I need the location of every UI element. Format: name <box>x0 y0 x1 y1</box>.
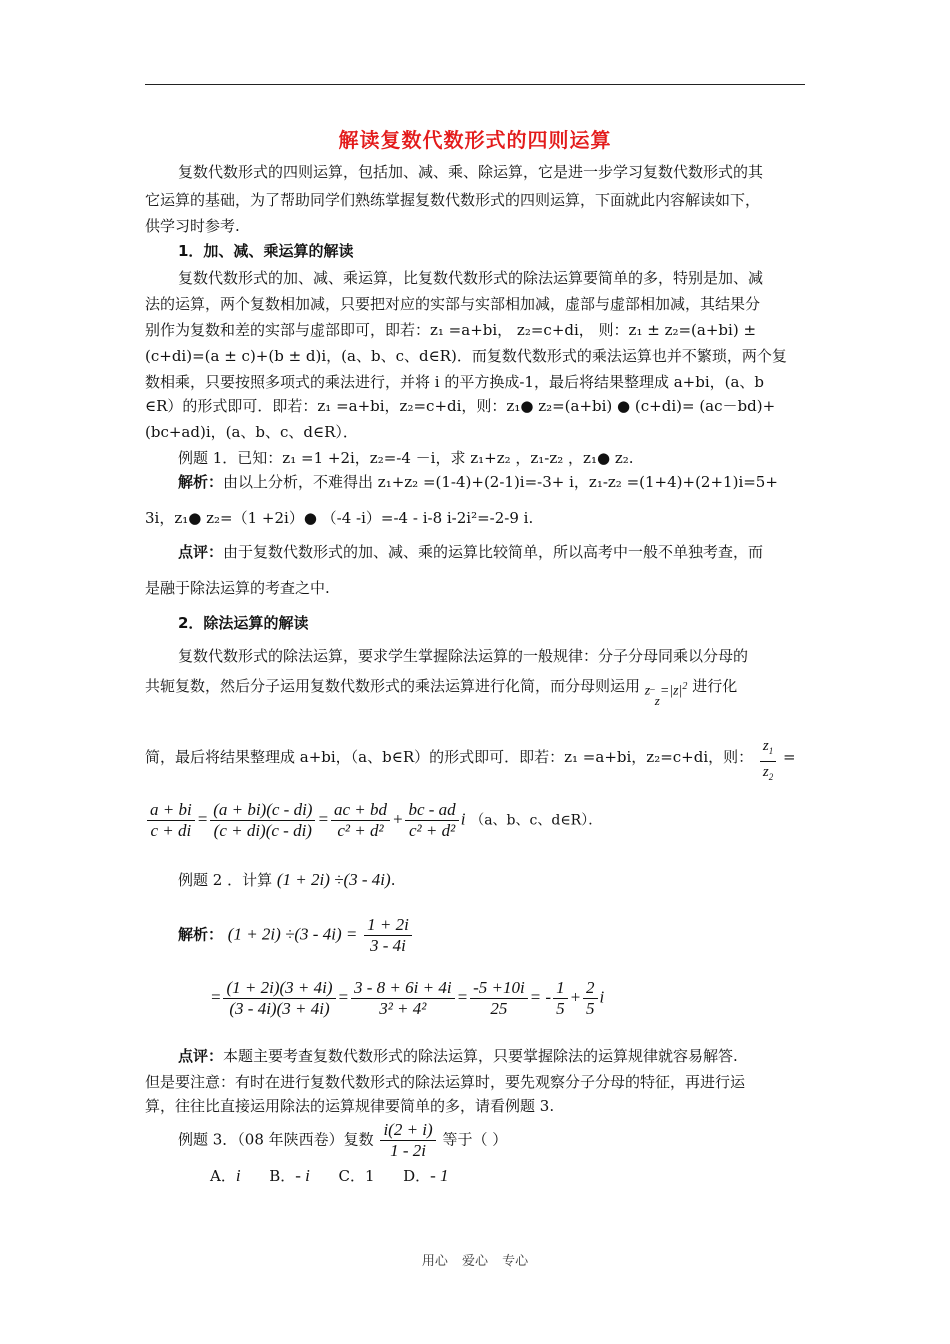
example-3: 例题 3．（08 年陕西卷）复数 $\frac{i(2 + i)}{1 - 2i}$ 等于（ ） <box>178 1120 508 1160</box>
analysis-1-b: 3i，z₁● z₂=（1 +2i）● （-4 -i）=-4 - i-8 i-2i²=-2-9 i. <box>145 509 534 527</box>
comment-2-c: 算，往往比直接运用除法的运算规律要简单的多，请看例题 3. <box>145 1097 555 1115</box>
s2-line-1: 复数代数形式的除法运算，要求学生掌握除法运算的一般规律：分子分母同乘以分母的 <box>178 647 749 665</box>
s1-line-4: (c+di)=(a ± c)+(b ± d)i，(a、b、c、d∈R)．而复数代数形式的乘法运算也并不繁琐，两个复 <box>145 347 787 365</box>
page-footer: 用心 爱心 专心 <box>421 1254 529 1269</box>
option-d[interactable]: D．- 1 <box>403 1166 449 1185</box>
example-2: 例题 2 ．计算 (1 + 2i) ÷(3 - 4i). <box>178 870 396 889</box>
example-3-options <box>210 1166 875 1186</box>
s1-line-7: (bc+ad)i，(a、b、c、d∈R）． <box>145 423 358 441</box>
s1-line-3: 别作为复数和差的实部与虚部即可，即若：z₁ =a+bi， z₂=c+di， 则：z₁ ± z₂=(a+bi) ± <box>145 321 757 339</box>
comment-label: 点评： <box>178 543 224 561</box>
option-b[interactable]: B．- i <box>269 1166 310 1185</box>
division-formula: $\frac{a + bi}{c + di}$ = $\frac{(a + bi)(c - di)}{(c + di)(c - di)}$ = $\frac{ac + bd}{\text{c² + d²}}$ + $\frac{bc - ad}{\text{c² + d²}}$ i （a、b、c、d∈R）． <box>145 800 810 860</box>
s2-line-3: 简，最后将结果整理成 a+bi，（a、b∈R）的形式即可．即若：z₁ =a+bi，z₂=c+di，则： $\frac{z_1}{z_2}$ = <box>145 736 810 787</box>
analysis-1-a: 解析：由以上分析，不难得出 z₁+z₂ =(1-4)+(2-1)i=-3+ i，z₁-z₂ =(1+4)+(2+1)i=5+ <box>178 473 778 491</box>
intro-line-2: 它运算的基础，为了帮助同学们熟练掌握复数代数形式的四则运算，下面就此内容解读如下， <box>145 191 761 209</box>
comment-2-b: 但是要注意：有时在进行复数代数形式的除法运算时，要先观察分子分母的特征，再进行运 <box>145 1073 746 1091</box>
header-rule <box>145 84 805 85</box>
z1-over-z2: $\frac{z_1}{z_2}$ <box>760 736 776 787</box>
analysis-2: 解析： (1 + 2i) ÷(3 - 4i) = $\frac{1 + 2i}{3 - 4i}$ <box>178 915 843 965</box>
s1-line-1: 复数代数形式的加、减、乘运算，比复数代数形式的除法运算要简单的多，特别是加、减 <box>178 269 764 287</box>
comment-2-a: 点评：本题主要考查复数代数形式的除法运算，只要掌握除法的运算规律就容易解答. <box>178 1047 738 1065</box>
s1-line-6: ∈R）的形式即可．即若：z₁ =a+bi，z₂=c+di，则：z₁● z₂=(a+bi) ● (c+di)= (ac－bd)+ <box>145 397 776 415</box>
s1-line-5: 数相乘，只要按照多项式的乘法进行，并将 i 的平方换成-1，最后将结果整理成 a+bi，(a、b <box>145 373 765 391</box>
comment-1-b: 是融于除法运算的考查之中. <box>145 579 330 597</box>
section2-heading: 2．除法运算的解读 <box>178 614 309 632</box>
option-c[interactable]: C．1 <box>338 1167 375 1185</box>
intro-line-3: 供学习时参考. <box>145 217 240 235</box>
analysis-label: 解析： <box>178 473 224 491</box>
modulus-formula: $z^{\_}z=|z|^2$ <box>644 681 688 708</box>
page-title: 解读复数代数形式的四则运算 <box>338 128 612 152</box>
analysis-2-steps: = $\frac{(1 + 2i)(3 + 4i)}{(3 - 4i)(3 + 4i)}$ = $\frac{3 - 8 + 6i + 4i}{\text{3² + 4²}}$ = $\frac{-5 +10i}{25}$ = - $\frac{1}{5}$ + $\frac{2}{5}$ i <box>210 978 605 1018</box>
intro-line-1: 复数代数形式的四则运算，包括加、减、乘、除运算，它是进一步学习复数代数形式的其 <box>178 163 764 181</box>
comment-1-a: 点评：由于复数代数形式的加、减、乘的运算比较简单，所以高考中一般不单独考查，而 <box>178 543 764 561</box>
s1-line-2: 法的运算，两个复数相加减，只要把对应的实部与实部相加减，虚部与虚部相加减，其结果分 <box>145 295 761 313</box>
section1-heading: 1．加、减、乘运算的解读 <box>178 242 354 260</box>
example-1: 例题 1．已知：z₁ =1 +2i，z₂=-4 －i，求 z₁+z₂ ，z₁-z₂ ，z₁● z₂. <box>178 449 634 467</box>
s2-line-2: 共轭复数，然后分子运用复数代数形式的乘法运算进行化简，而分母则运用 $z^{\_}z=|z|^2$ 进行化 <box>145 676 810 711</box>
option-a[interactable]: A．i <box>210 1166 241 1185</box>
